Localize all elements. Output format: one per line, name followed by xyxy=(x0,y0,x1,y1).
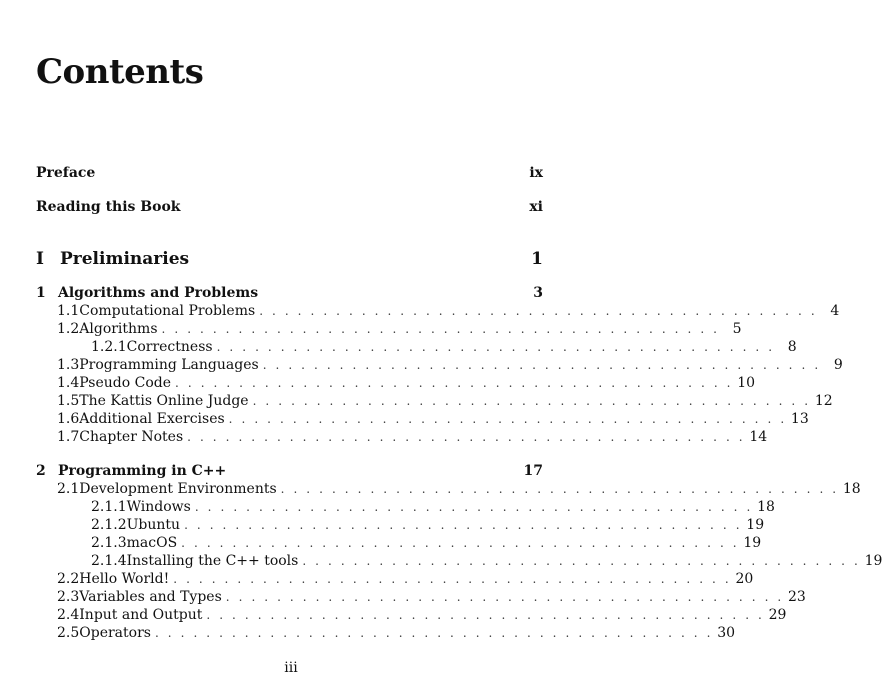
entry-label: Ubuntu xyxy=(126,517,181,533)
entry-label: Development Environments xyxy=(79,481,277,497)
dot-leader: . . . . . . . . . . . . . . . . . . . . . . . . . . . . . . . . . . . . . . . . . . . . xyxy=(302,554,861,568)
chapter-label: Programming in C++ xyxy=(58,463,227,479)
toc-entry[interactable] xyxy=(36,534,762,552)
entry-page: 5 xyxy=(732,321,742,337)
toc-entry[interactable] xyxy=(36,552,882,570)
entry-number: 1.4 xyxy=(57,375,80,391)
part-page: 1 xyxy=(531,249,543,269)
toc-entry[interactable] xyxy=(36,392,833,410)
entry-page: 4 xyxy=(830,303,840,319)
entry-page: 18 xyxy=(842,481,861,497)
dot-leader: . . . . . . . . . . . . . . . . . . . . . . . . . . . . . . . . . . . . . . . . . . . . xyxy=(262,358,821,372)
chapter-number: 1 xyxy=(36,285,46,301)
chapter-page: 17 xyxy=(523,463,543,479)
entry-label: Hello World! xyxy=(79,571,170,587)
entry-label: Programming Languages xyxy=(79,357,259,373)
entry-page: 29 xyxy=(768,607,787,623)
entry-label: Additional Exercises xyxy=(79,411,225,427)
entry-label: Variables and Types xyxy=(79,589,222,605)
entry-number: 2.1.2 xyxy=(91,517,127,533)
entry-number: 1.5 xyxy=(57,393,80,409)
dot-leader: . . . . . . . . . . . . . . . . . . . . . . . . . . . . . . . . . . . . . . . . . . . . xyxy=(173,572,732,586)
entry-label: The Kattis Online Judge xyxy=(79,393,249,409)
dot-leader: . . . . . . . . . . . . . . . . . . . . . . . . . . . . . . . . . . . . . . . . . . . . xyxy=(184,518,743,532)
page-title: Contents xyxy=(36,52,204,92)
entry-label: Operators xyxy=(79,625,151,641)
toc-entry[interactable] xyxy=(36,374,756,392)
dot-leader: . . . . . . . . . . . . . . . . . . . . . . . . . . . . . . . . . . . . . . . . . . . . xyxy=(228,412,787,426)
dot-leader: . . . . . . . . . . . . . . . . . . . . . . . . . . . . . . . . . . . . . . . . . . . . xyxy=(216,340,775,354)
toc-entry[interactable] xyxy=(36,516,765,534)
entry-page: 30 xyxy=(717,625,736,641)
toc-chapter-1[interactable] xyxy=(36,284,543,302)
toc-entry-preface[interactable] xyxy=(36,164,543,182)
part-label: Preliminaries xyxy=(60,249,190,269)
dot-leader: . . . . . . . . . . . . . . . . . . . . . . . . . . . . . . . . . . . . . . . . . . . . xyxy=(252,394,811,408)
dot-leader: . . . . . . . . . . . . . . . . . . . . . . . . . . . . . . . . . . . . . . . . . . . . xyxy=(175,376,734,390)
part-number: I xyxy=(36,249,44,269)
entry-number: 1.1 xyxy=(57,303,80,319)
entry-label: Windows xyxy=(126,499,191,515)
toc-chapter-2[interactable] xyxy=(36,462,543,480)
toc-entry[interactable] xyxy=(36,302,840,320)
entry-page: 19 xyxy=(746,517,765,533)
dot-leader: . . . . . . . . . . . . . . . . . . . . . . . . . . . . . . . . . . . . . . . . . . . . xyxy=(161,322,720,336)
toc-entry[interactable] xyxy=(36,588,806,606)
entry-page: 14 xyxy=(749,429,768,445)
dot-leader: . . . . . . . . . . . . . . . . . . . . . . . . . . . . . . . . . . . . . . . . . . . . xyxy=(280,482,839,496)
entry-number: 1.2.1 xyxy=(91,339,127,355)
dot-leader: . . . . . . . . . . . . . . . . . . . . . . . . . . . . . . . . . . . . . . . . . . . . xyxy=(259,304,818,318)
entry-number: 2.4 xyxy=(57,607,80,623)
entry-page: 19 xyxy=(864,553,882,569)
dot-leader: . . . . . . . . . . . . . . . . . . . . . . . . . . . . . . . . . . . . . . . . . . . . xyxy=(154,626,714,640)
entry-number: 2.1.1 xyxy=(91,499,127,515)
entry-number: 1.3 xyxy=(57,357,80,373)
chapter-label: Algorithms and Problems xyxy=(58,285,259,301)
dot-leader: . . . . . . . . . . . . . . . . . . . . . . . . . . . . . . . . . . . . . . . . . . . . xyxy=(181,536,740,550)
page-number-footer: iii xyxy=(284,660,298,676)
entry-page: 19 xyxy=(743,535,762,551)
dot-leader: . . . . . . . . . . . . . . . . . . . . . . . . . . . . . . . . . . . . . . . . . . . . xyxy=(225,590,784,604)
toc-entry[interactable] xyxy=(36,338,797,356)
toc-entry[interactable] xyxy=(36,356,843,374)
toc-entry[interactable] xyxy=(36,624,736,642)
toc-entry[interactable] xyxy=(36,428,768,446)
entry-number: 2.1.4 xyxy=(91,553,127,569)
toc-entry[interactable] xyxy=(36,498,775,516)
toc-entry[interactable] xyxy=(36,320,742,338)
entry-number: 2.5 xyxy=(57,625,80,641)
entry-label: Correctness xyxy=(126,339,213,355)
entry-number: 2.1.3 xyxy=(91,535,127,551)
entry-page: 10 xyxy=(737,375,756,391)
entry-label: Chapter Notes xyxy=(79,429,184,445)
entry-number: 2.1 xyxy=(57,481,80,497)
chapter-page: 3 xyxy=(533,285,543,301)
toc-entry[interactable] xyxy=(36,570,754,588)
toc-entry[interactable] xyxy=(36,606,787,624)
entry-label: Computational Problems xyxy=(79,303,256,319)
entry-page: 12 xyxy=(814,393,833,409)
entry-page: xi xyxy=(529,199,543,215)
entry-label: Installing the C++ tools xyxy=(126,553,299,569)
dot-leader: . . . . . . . . . . . . . . . . . . . . . . . . . . . . . . . . . . . . . . . . . . . . xyxy=(194,500,753,514)
entry-label: Reading this Book xyxy=(36,199,181,215)
dot-leader: . . . . . . . . . . . . . . . . . . . . . . . . . . . . . . . . . . . . . . . . . . . . xyxy=(187,430,746,444)
entry-number: 2.2 xyxy=(57,571,80,587)
toc-entry-reading-this-book[interactable] xyxy=(36,198,543,216)
entry-page: 18 xyxy=(757,499,775,515)
entry-page: 8 xyxy=(787,339,797,355)
toc-entry[interactable] xyxy=(36,410,809,428)
dot-leader: . . . . . . . . . . . . . . . . . . . . . . . . . . . . . . . . . . . . . . . . . . . . xyxy=(206,608,765,622)
entry-page: 20 xyxy=(735,571,754,587)
entry-number: 2.3 xyxy=(57,589,80,605)
entry-page: 23 xyxy=(788,589,806,605)
entry-page: 9 xyxy=(833,357,843,373)
entry-label: Pseudo Code xyxy=(79,375,172,391)
entry-number: 1.7 xyxy=(57,429,80,445)
entry-number: 1.2 xyxy=(57,321,80,337)
toc-entry[interactable] xyxy=(36,480,861,498)
chapter-number: 2 xyxy=(36,463,46,479)
toc-part-preliminaries[interactable] xyxy=(36,248,543,270)
entry-page: 13 xyxy=(790,411,809,427)
entry-label: Input and Output xyxy=(79,607,203,623)
entry-label: macOS xyxy=(126,535,178,551)
entry-label: Preface xyxy=(36,165,96,181)
entry-page: ix xyxy=(529,165,543,181)
entry-number: 1.6 xyxy=(57,411,80,427)
entry-label: Algorithms xyxy=(79,321,158,337)
